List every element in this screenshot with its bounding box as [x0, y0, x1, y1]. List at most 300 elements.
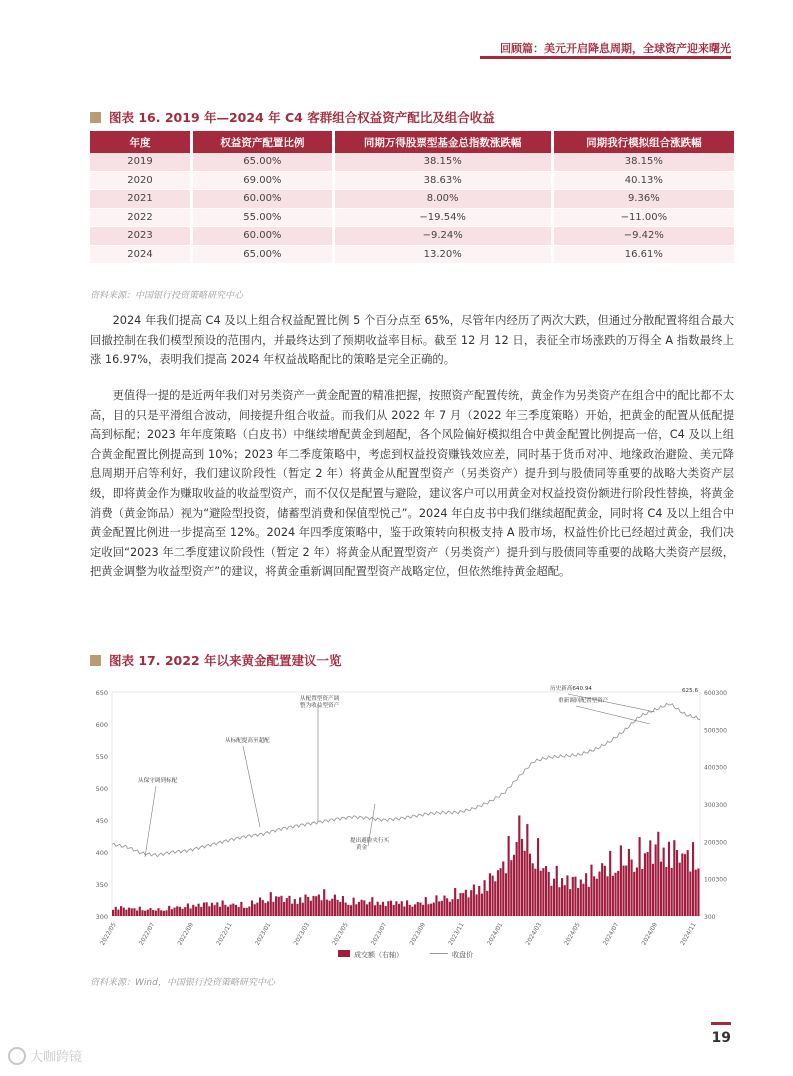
annotation-label: 整为收益型资产 [300, 703, 340, 709]
volume-bar [425, 897, 427, 916]
volume-bar [441, 901, 443, 916]
volume-bar [361, 900, 363, 916]
annotation-label: 625.6 [682, 688, 699, 694]
table-row [90, 190, 734, 209]
legend-bar-label: 成交额（右轴） [354, 951, 403, 959]
volume-bar [558, 887, 560, 916]
volume-bar [537, 838, 539, 916]
volume-bar [318, 895, 320, 916]
page-number-bar [711, 1022, 731, 1025]
table-cell: 2020 [90, 172, 193, 191]
volume-bar [227, 907, 229, 916]
volume-bar [548, 872, 550, 916]
volume-bar [401, 901, 403, 916]
volume-bar [323, 889, 325, 916]
volume-bar [430, 904, 432, 916]
volume-bar [275, 896, 277, 916]
volume-bar [422, 905, 424, 916]
table-row [90, 209, 734, 228]
volume-bar [299, 897, 301, 916]
volume-bar [612, 876, 614, 916]
volume-bar [435, 895, 437, 916]
volume-bar [355, 904, 357, 916]
volume-bar [508, 836, 510, 916]
volume-bar [516, 842, 518, 916]
volume-bar [492, 876, 494, 916]
table-row [90, 153, 734, 172]
volume-bar [363, 900, 365, 916]
x-tick-label: 2023/11 [447, 921, 466, 947]
right-tick-label: 300300 [704, 802, 727, 809]
volume-bar [500, 868, 502, 916]
table-row [90, 227, 734, 246]
volume-bar [371, 897, 373, 916]
volume-bar [235, 905, 237, 916]
table-header-cell: 年度 [90, 131, 193, 153]
volume-bar [160, 910, 162, 916]
volume-bar [366, 904, 368, 916]
volume-bar [326, 900, 328, 916]
table-cell: 65.00% [193, 246, 335, 265]
left-tick-label: 600 [95, 721, 108, 729]
volume-bar [406, 900, 408, 916]
volume-bar [139, 907, 141, 916]
volume-bar [489, 873, 491, 916]
volume-bar [312, 896, 314, 916]
volume-bar [369, 902, 371, 916]
volume-bar [473, 885, 475, 916]
volume-bar [395, 901, 397, 916]
volume-bar [550, 886, 552, 916]
volume-bar [414, 904, 416, 916]
header-rule [480, 56, 731, 59]
volume-bar [470, 890, 472, 916]
figure16-table [90, 131, 734, 264]
volume-bar [334, 895, 336, 916]
watermark-text: 大咖跨镜 [30, 1050, 83, 1065]
volume-bar [379, 905, 381, 916]
volume-bar [222, 901, 224, 916]
volume-bar [449, 902, 451, 916]
volume-bar [377, 902, 379, 916]
volume-bar [382, 902, 384, 916]
volume-bar [628, 849, 630, 916]
annotation-label: 从标配提高至超配 [225, 738, 270, 744]
x-tick-label: 2022/09 [176, 921, 196, 947]
volume-bar [246, 908, 248, 916]
volume-bar [513, 855, 515, 916]
x-tick-label: 2024/09 [640, 921, 660, 947]
x-tick-label: 2023/05 [331, 921, 350, 947]
volume-bar [203, 903, 205, 916]
volume-bar [433, 903, 435, 916]
volume-bar [286, 898, 288, 916]
volume-bar [387, 901, 389, 916]
table-header-row [90, 131, 734, 153]
volume-bar [446, 898, 448, 916]
volume-bar [457, 899, 459, 916]
volume-bar [190, 908, 192, 916]
volume-bar [115, 907, 117, 916]
volume-bar [328, 901, 330, 916]
volume-bar [657, 832, 659, 916]
table-cell: 60.00% [193, 227, 335, 246]
volume-bar [641, 869, 643, 916]
table-cell: 13.20% [335, 246, 554, 265]
volume-bar [510, 860, 512, 916]
table-cell: 2024 [90, 246, 193, 265]
volume-bar [481, 894, 483, 916]
x-tick-label: 2023/07 [369, 921, 389, 947]
title-square-icon [90, 112, 101, 123]
volume-bar [692, 842, 694, 916]
table-cell: 38.15% [554, 153, 734, 172]
volume-bar [192, 905, 194, 916]
volume-bar [697, 869, 699, 916]
volume-bar [238, 907, 240, 916]
table-cell: 60.00% [193, 190, 335, 209]
volume-bar [117, 910, 119, 916]
volume-bar [337, 900, 339, 916]
volume-bar [417, 902, 419, 916]
volume-bar [136, 910, 138, 916]
volume-bar [467, 897, 469, 916]
x-tick-label: 2024/05 [563, 921, 582, 947]
table-cell: 2019 [90, 153, 193, 172]
volume-bar [294, 899, 296, 916]
volume-bar [374, 905, 376, 916]
volume-bar [224, 905, 226, 916]
right-tick-label: 100300 [704, 876, 727, 884]
volume-bar [165, 910, 167, 916]
volume-bar [532, 863, 534, 916]
volume-bar [278, 897, 280, 916]
volume-bar [315, 896, 317, 916]
table-cell: 2022 [90, 209, 193, 228]
volume-bar [358, 902, 360, 916]
figure17-title [90, 651, 342, 669]
volume-bar [451, 899, 453, 916]
paragraph-1: 2024 年我们提高 C4 及以上组合权益配置比例 5 个百分点至 65%，尽管年内经历了两次大跌，但通过分散配置将组合最大回撤控制在我们模型预设的范围内，并最终达到了预期收益率目标。截至 12 月 12 日，表征全市场涨跌的万得全 A 指数最终上涨 16.97%，表明我们提高 2024 年权益战略配比的策略是完全正确的。 [90, 314, 734, 367]
table-cell: −11.00% [554, 209, 734, 228]
table-cell: −9.24% [335, 227, 554, 246]
table-cell: 8.00% [335, 190, 554, 209]
volume-bar [572, 877, 574, 916]
volume-bar [577, 888, 579, 916]
table-cell: 2021 [90, 190, 193, 209]
table-cell: 16.61% [554, 246, 734, 265]
volume-bar [171, 909, 173, 916]
volume-bar [163, 911, 165, 916]
volume-bar [617, 871, 619, 916]
volume-bar [502, 861, 504, 916]
table-cell: −9.42% [554, 227, 734, 246]
volume-bar [556, 866, 558, 916]
volume-bar [644, 853, 646, 916]
volume-bar [590, 865, 592, 916]
watermark [8, 1046, 82, 1065]
volume-bar [168, 906, 170, 916]
volume-bar [582, 884, 584, 916]
volume-bar [689, 871, 691, 916]
volume-bar [331, 899, 333, 916]
volume-bar [248, 907, 250, 916]
volume-bar [443, 896, 445, 916]
volume-bar [598, 872, 600, 916]
volume-bar [320, 900, 322, 916]
volume-bar [569, 889, 571, 916]
volume-bar [280, 896, 282, 916]
volume-bar [131, 908, 133, 916]
volume-bar [566, 875, 568, 916]
volume-bar [411, 907, 413, 916]
table-cell: 55.00% [193, 209, 335, 228]
left-tick-label: 350 [95, 881, 108, 889]
volume-bar [200, 907, 202, 916]
volume-bar [147, 910, 149, 916]
volume-bar [663, 848, 665, 916]
right-tick-label: 300 [704, 914, 716, 921]
volume-bar [157, 908, 159, 916]
x-tick-label: 2023/01 [253, 921, 273, 947]
volume-bar [526, 824, 528, 916]
volume-bar [123, 908, 125, 916]
left-tick-label: 550 [95, 753, 108, 761]
volume-bar [264, 903, 266, 916]
table-body [90, 153, 734, 264]
volume-bar [144, 911, 146, 916]
figure16-source: 资料来源：中国银行投资策略研究中心 [90, 291, 244, 301]
watermark-logo-icon [8, 1047, 26, 1065]
volume-bar [497, 870, 499, 916]
volume-bar [484, 880, 486, 916]
volume-bar [304, 894, 306, 916]
volume-bar [633, 872, 635, 916]
volume-bar [639, 837, 641, 916]
volume-bar [475, 894, 477, 916]
volume-bar [155, 911, 157, 916]
volume-bar [494, 881, 496, 916]
left-tick-label: 400 [95, 849, 108, 857]
volume-bar [625, 866, 627, 916]
volume-bar [256, 903, 258, 916]
volume-bar [553, 879, 555, 916]
annotation-label: 重新调回配置型资产 [558, 698, 609, 704]
figure16-title-text: 图表 16. 2019 年—2024 年 C4 客群组合权益资产配比及组合收益 [109, 110, 495, 125]
volume-bar [120, 906, 122, 916]
x-tick-label: 2024/03 [524, 921, 544, 947]
volume-bar [296, 904, 298, 916]
x-tick-label: 2022/07 [137, 921, 157, 947]
volume-bar [152, 910, 154, 916]
volume-bar [240, 902, 242, 916]
table-cell: 9.36% [554, 190, 734, 209]
left-tick-label: 450 [95, 817, 108, 825]
volume-bar [668, 842, 670, 916]
annotation-label: 提出避险夹行买 [350, 838, 390, 844]
table-row [90, 172, 734, 191]
volume-bar [655, 844, 657, 916]
volume-bar [347, 905, 349, 916]
volume-bar [427, 904, 429, 916]
volume-bar [187, 903, 189, 916]
table-cell: 38.63% [335, 172, 554, 191]
volume-bar [179, 907, 181, 916]
x-tick-label: 2022/05 [99, 921, 118, 947]
volume-bar [665, 867, 667, 916]
volume-bar [462, 893, 464, 916]
x-tick-label: 2024/01 [485, 921, 505, 947]
volume-bar [609, 851, 611, 916]
table-cell: 65.00% [193, 153, 335, 172]
volume-bar [310, 901, 312, 916]
legend-bar-swatch [338, 950, 350, 957]
figure17-source: 资料来源：Wind，中国银行投资策略研究中心 [90, 978, 275, 988]
legend-line-label: 收盘价 [452, 951, 473, 959]
volume-bar [588, 887, 590, 916]
volume-bar [345, 903, 347, 916]
volume-bar [465, 890, 467, 916]
volume-bar [671, 868, 673, 916]
volume-bar [243, 908, 245, 916]
table-cell: 2023 [90, 227, 193, 246]
volume-bar [561, 878, 563, 916]
volume-bar [390, 901, 392, 916]
volume-bar [149, 908, 151, 916]
annotation-label: 从保守调到标配 [138, 778, 178, 784]
volume-bar [307, 897, 309, 916]
annotation-arrow [243, 746, 260, 827]
volume-bar [339, 902, 341, 916]
annotation-arrow [145, 786, 156, 857]
volume-bar [133, 908, 135, 916]
volume-bar [353, 898, 355, 916]
volume-bar [262, 900, 264, 916]
paragraph-2: 更值得一提的是近两年我们对另类资产一黄金配置的精准把握，按照资产配置传统，黄金作为另类资产在组合中的配比都不太高，目的只是平滑组合波动，间接提升组合收益。而我们从 2022 年 7 月（2022 年三季度策略）开始，把黄金的配置从低配提高到标配；2023 年年度策略（白皮书）中继续增配黄金到超配，各个风险偏好模拟组合中黄金配置比例提高一倍，C4 及以上组合黄金配置比例提高到 10%；2023 年二季度策略中，考虑到权益投资赚钱效应差，同时基于货币对冲、地缘政治避险、美元降息周期开启等利好，我们建议阶段性（暂定 2 年）将黄金从配置型资产（另类资产）提升到与股债同等重要的战略大类资产层级，即将黄金作为赚取收益的收益型资产，而不仅仅是配置与避险，建议客户可以用黄金对权益投资份额进行阶段性替换，将黄金消费（黄金饰品）视为“避险型投资，储蓄型消费和保值型悦己”。2024 年白皮书中我们继续超配黄金，同时将 C4 及以上组合中黄金配置比例进一步提高至 12%。2024 年四季度策略中，鉴于政策转向积极支持 A 股市场，权益性价比已经超过黄金，我们决定收回“2023 年二季度建议阶段性（暂定 2 年）将黄金从配置型资产（另类资产）提升到与股债同等重要的战略大类资产层级，把黄金调整为收益型资产”的建议，将黄金重新调回配置型资产战略定位，但依然维持黄金超配。 [90, 389, 734, 579]
volume-bar [393, 905, 395, 916]
volume-bar [649, 840, 651, 916]
volume-bar [251, 900, 253, 916]
volume-bar [272, 902, 274, 916]
right-tick-label: 400300 [704, 764, 727, 772]
volume-bar [184, 907, 186, 916]
volume-bar [173, 908, 175, 916]
volume-bar [342, 896, 344, 916]
volume-bar [521, 839, 523, 916]
volume-bar [291, 904, 293, 916]
volume-bar [211, 903, 213, 916]
x-tick-label: 2024/07 [601, 921, 621, 947]
volume-bar [620, 845, 622, 916]
volume-bar [529, 854, 531, 916]
volume-bar [540, 871, 542, 916]
table-header-cell: 权益资产配置比例 [193, 131, 335, 153]
table-cell: 69.00% [193, 172, 335, 191]
volume-bar [636, 867, 638, 916]
volume-bar [302, 903, 304, 916]
volume-bar [409, 905, 411, 916]
right-tick-label: 500300 [704, 727, 727, 735]
volume-bar [505, 873, 507, 916]
volume-bar [518, 815, 520, 916]
volume-bar [214, 905, 216, 916]
volume-bar [622, 866, 624, 916]
volume-bar [524, 851, 526, 916]
figure16-title [90, 108, 495, 126]
volume-bar [208, 906, 210, 916]
volume-bar [176, 906, 178, 916]
volume-bar [652, 864, 654, 916]
page-number: 19 [711, 1030, 731, 1046]
volume-bar [564, 885, 566, 916]
x-tick-label: 2023/03 [292, 921, 312, 947]
volume-bar [206, 902, 208, 916]
volume-bar [606, 876, 608, 916]
right-tick-label: 200300 [704, 839, 727, 847]
volume-bar [454, 888, 456, 916]
volume-bar [687, 850, 689, 916]
x-tick-label: 2022/11 [215, 921, 234, 947]
volume-bar [459, 893, 461, 916]
table-cell: −19.54% [335, 209, 554, 228]
annotation-label: 历史新高640.94 [550, 686, 592, 692]
volume-bar [267, 901, 269, 916]
volume-bar [232, 904, 234, 916]
volume-bar [676, 850, 678, 916]
volume-bar [580, 880, 582, 916]
volume-bar [593, 876, 595, 916]
volume-bar [604, 866, 606, 916]
volume-bar [128, 908, 130, 916]
volume-bar [283, 902, 285, 916]
x-tick-label: 2024/11 [679, 921, 698, 947]
volume-bar [542, 868, 544, 916]
volume-bar [216, 902, 218, 916]
volume-bar [601, 863, 603, 916]
volume-bar [230, 904, 232, 916]
title-square-icon [90, 655, 101, 666]
volume-bar [534, 869, 536, 916]
volume-bar [478, 886, 480, 916]
table-cell: 38.15% [335, 153, 554, 172]
volume-bar [695, 870, 697, 916]
volume-bar [125, 910, 127, 916]
volume-bar [112, 910, 114, 916]
right-tick-label: 600300 [704, 690, 727, 697]
volume-bar [198, 904, 200, 916]
chart-svg [90, 672, 734, 964]
volume-bar [574, 877, 576, 916]
volume-bar [631, 860, 633, 916]
volume-bar [486, 891, 488, 916]
page-header-title: 回顾篇：美元开启降息周期，全球资产迎来曙光 [500, 42, 731, 55]
volume-bar [270, 892, 272, 916]
volume-bar [647, 852, 649, 916]
left-tick-label: 500 [95, 785, 108, 793]
table-header-cell: 同期我行模拟组合涨跌幅 [554, 131, 734, 153]
close-price-line [112, 703, 700, 856]
volume-bar [403, 906, 405, 916]
x-tick-label: 2023/09 [408, 921, 428, 947]
annotation-label: 从配置型资产调 [300, 696, 340, 702]
volume-bar [181, 909, 183, 916]
figure17-chart [90, 672, 734, 964]
volume-bar [219, 907, 221, 916]
left-tick-label: 300 [95, 913, 108, 921]
volume-bar [398, 904, 400, 916]
volume-bar [585, 873, 587, 916]
volume-bar [681, 853, 683, 916]
